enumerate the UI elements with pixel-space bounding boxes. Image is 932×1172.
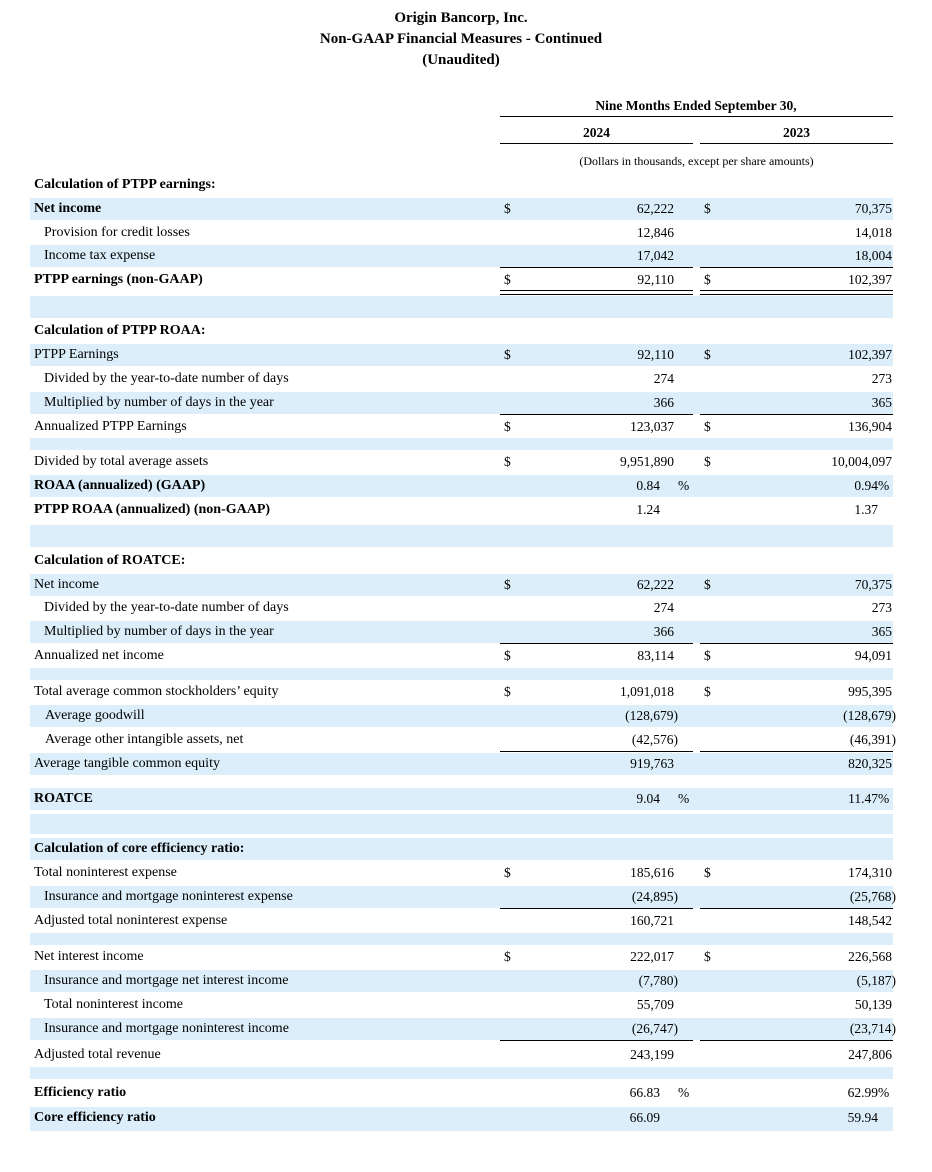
value-2023: 273 [871, 600, 892, 615]
row-label: ROAA (annualized) (GAAP) [34, 478, 206, 493]
dollar-sign: $ [704, 419, 711, 434]
percent-sign: % [878, 478, 890, 493]
value-2024: (24,895) [631, 889, 678, 904]
dollar-sign: $ [504, 419, 511, 434]
row-label: Insurance and mortgage net interest income [44, 973, 289, 988]
value-2023: (128,679) [843, 708, 896, 723]
dollar-sign: $ [504, 454, 511, 469]
row-label: Net interest income [34, 949, 144, 964]
row-label: Total average common stockholders’ equity [34, 684, 279, 699]
subtotal-rule [700, 643, 893, 644]
table-row [30, 392, 893, 414]
percent-sign: % [878, 1085, 890, 1100]
value-2023: 14,018 [854, 225, 892, 240]
row-label: Income tax expense [44, 248, 156, 263]
value-2023: 365 [871, 395, 892, 410]
table-row [30, 729, 896, 751]
row-label: Net income [34, 577, 99, 592]
row-label: Divided by the year-to-date number of days [44, 600, 289, 615]
year-2024-rule [500, 143, 693, 144]
row-label: Average other intangible assets, net [45, 732, 244, 747]
row-label: Adjusted total noninterest expense [34, 913, 228, 928]
table-row [30, 994, 893, 1016]
unaudited-note: (Unaudited) [422, 52, 500, 68]
dollar-sign: $ [704, 347, 711, 362]
table-row [30, 1082, 893, 1104]
value-2023: 148,542 [848, 913, 892, 928]
row-label: Multiplied by number of days in the year [44, 624, 274, 639]
value-2024: 83,114 [637, 648, 674, 663]
value-2023: 174,310 [848, 865, 892, 880]
report-title: Non-GAAP Financial Measures - Continued [319, 31, 603, 47]
table-row [30, 681, 893, 703]
value-2024: 66.83 [629, 1085, 660, 1100]
value-2023: 1.37 [854, 502, 878, 517]
value-2023: 273 [871, 371, 892, 386]
value-2024: 1,091,018 [620, 684, 674, 699]
dollar-sign: $ [504, 949, 511, 964]
table-row [30, 499, 893, 521]
table-row [30, 910, 893, 932]
section-heading-ptpp-roaa [30, 320, 893, 342]
dollar-sign: $ [504, 272, 511, 287]
company-name: Origin Bancorp, Inc. [394, 10, 528, 26]
table-row [30, 970, 896, 992]
subtotal-rule [700, 751, 893, 752]
value-2024: (26,747) [631, 1021, 678, 1036]
table-row [30, 574, 893, 596]
value-2024: 12,846 [636, 225, 674, 240]
subtotal-rule [500, 267, 693, 268]
spacer-row [30, 438, 893, 450]
value-2023: 136,904 [848, 419, 892, 434]
row-label: Total noninterest income [44, 997, 183, 1012]
value-2023: 62.99 [847, 1085, 878, 1100]
row-label: Divided by total average assets [34, 454, 209, 469]
value-2024: 66.09 [629, 1110, 660, 1125]
row-label: ROATCE [34, 791, 93, 806]
subtotal-rule [700, 1040, 893, 1041]
dollar-sign: $ [504, 684, 511, 699]
spacer-row [30, 296, 893, 318]
row-label: Provision for credit losses [44, 225, 190, 240]
header-rule [500, 116, 893, 117]
value-2023: (46,391) [849, 732, 896, 747]
dollar-sign: $ [704, 949, 711, 964]
table-row [30, 344, 893, 366]
spacer-row [30, 933, 893, 945]
value-2023: 70,375 [854, 201, 892, 216]
spacer-row [30, 1067, 893, 1079]
value-2024: 0.84 [636, 478, 660, 493]
subtotal-rule [500, 414, 693, 415]
dollar-sign: $ [704, 272, 711, 287]
value-2023: 18,004 [854, 248, 892, 263]
value-2023: 10,004,097 [831, 454, 892, 469]
table-row [30, 621, 893, 643]
value-2024: 366 [653, 624, 674, 639]
subtotal-rule [700, 267, 893, 268]
value-2024: 92,110 [637, 272, 674, 287]
subtotal-rule [500, 751, 693, 752]
table-row [30, 368, 893, 390]
table-row [30, 198, 893, 220]
value-2024: 9.04 [636, 791, 660, 806]
table-row [30, 705, 896, 727]
table-row [30, 886, 896, 908]
row-label: Insurance and mortgage noninterest income [44, 1021, 289, 1036]
row-label: Adjusted total revenue [34, 1047, 161, 1062]
row-label: Net income [34, 201, 102, 216]
dollar-sign: $ [704, 201, 711, 216]
table-row [30, 753, 893, 775]
value-2023: 226,568 [848, 949, 892, 964]
row-label: Efficiency ratio [34, 1085, 127, 1100]
value-2024: 160,721 [630, 913, 674, 928]
row-label: Core efficiency ratio [34, 1110, 156, 1125]
table-row [30, 597, 893, 619]
percent-sign: % [678, 478, 690, 493]
dollar-sign: $ [704, 684, 711, 699]
value-2023: 102,397 [848, 272, 892, 287]
row-label: Insurance and mortgage noninterest expense [44, 889, 293, 904]
value-2024: 92,110 [637, 347, 674, 362]
table-row [30, 245, 893, 267]
section-heading-label: Calculation of ROATCE: [34, 553, 186, 568]
row-label: PTPP ROAA (annualized) (non-GAAP) [34, 502, 271, 517]
value-2023: 247,806 [848, 1047, 892, 1062]
row-label: Total noninterest expense [34, 865, 177, 880]
value-2023: 102,397 [848, 347, 892, 362]
row-label: Average goodwill [45, 708, 145, 723]
dollar-sign: $ [504, 347, 511, 362]
subtotal-rule [500, 643, 693, 644]
value-2024: 274 [653, 371, 674, 386]
row-label: Annualized net income [34, 648, 164, 663]
table-row [30, 946, 893, 968]
total-double-rule [500, 290, 693, 295]
table-row [30, 1018, 896, 1040]
dollar-sign: $ [704, 865, 711, 880]
section-heading-label: Calculation of PTPP ROAA: [34, 323, 206, 338]
spacer-row [30, 668, 893, 680]
dollar-sign: $ [504, 648, 511, 663]
period-header: Nine Months Ended September 30, [595, 98, 797, 113]
value-2024: (128,679) [625, 708, 678, 723]
value-2023: (5,187) [856, 973, 896, 988]
row-label: PTPP earnings (non-GAAP) [34, 272, 203, 287]
value-2024: 62,222 [636, 201, 674, 216]
section-heading-label: Calculation of PTPP earnings: [34, 177, 216, 192]
value-2024: 222,017 [630, 949, 674, 964]
spacer-row [30, 814, 893, 834]
value-2024: 274 [653, 600, 674, 615]
percent-sign: % [678, 791, 690, 806]
table-row [30, 645, 893, 667]
table-row [30, 269, 893, 291]
dollar-sign: $ [704, 577, 711, 592]
section-heading-ptpp [30, 174, 893, 196]
dollar-sign: $ [504, 201, 511, 216]
value-2024: 919,763 [630, 756, 674, 771]
year-2024-header: 2024 [583, 125, 610, 140]
section-heading-roatce [30, 550, 893, 572]
value-2023: (23,714) [849, 1021, 896, 1036]
total-double-rule [700, 290, 893, 295]
row-label: Divided by the year-to-date number of days [44, 371, 289, 386]
value-2023: 995,395 [848, 684, 892, 699]
value-2024: 123,037 [630, 419, 674, 434]
percent-sign: % [878, 791, 890, 806]
row-label: Average tangible common equity [34, 756, 220, 771]
row-label: PTPP Earnings [34, 347, 119, 362]
value-2024: (42,576) [631, 732, 678, 747]
value-2023: 11.47 [848, 791, 878, 806]
table-row [30, 451, 893, 473]
value-2024: 1.24 [636, 502, 660, 517]
table-row [30, 475, 893, 497]
dollar-sign: $ [504, 577, 511, 592]
spacer-row [30, 525, 893, 547]
value-2024: 366 [653, 395, 674, 410]
table-row [30, 862, 893, 884]
table-row [30, 222, 893, 244]
section-heading-label: Calculation of core efficiency ratio: [34, 841, 245, 856]
dollar-sign: $ [704, 648, 711, 663]
units-note: (Dollars in thousands, except per share amounts) [579, 154, 814, 168]
table-row [30, 416, 893, 438]
value-2023: 820,325 [848, 756, 892, 771]
value-2024: 55,709 [636, 997, 674, 1012]
value-2024: 9,951,890 [620, 454, 674, 469]
value-2024: 62,222 [636, 577, 674, 592]
year-2023-header: 2023 [783, 125, 810, 140]
value-2023: 0.94 [854, 478, 878, 493]
subtotal-rule [700, 414, 893, 415]
value-2024: 17,042 [636, 248, 674, 263]
year-2023-rule [700, 143, 893, 144]
value-2023: 50,139 [854, 997, 892, 1012]
value-2023: 94,091 [854, 648, 892, 663]
row-label: Multiplied by number of days in the year [44, 395, 274, 410]
dollar-sign: $ [504, 865, 511, 880]
table-row [30, 1044, 893, 1066]
value-2023: 70,375 [854, 577, 892, 592]
row-label: Annualized PTPP Earnings [34, 419, 187, 434]
table-row [30, 1107, 893, 1131]
value-2024: 243,199 [630, 1047, 674, 1062]
value-2023: 365 [871, 624, 892, 639]
subtotal-rule [700, 908, 893, 909]
value-2023: 59.94 [847, 1110, 878, 1125]
subtotal-rule [500, 1040, 693, 1041]
table-row [30, 788, 893, 810]
value-2023: (25,768) [849, 889, 896, 904]
subtotal-rule [500, 908, 693, 909]
dollar-sign: $ [704, 454, 711, 469]
percent-sign: % [678, 1085, 690, 1100]
section-heading-core-efficiency [30, 838, 893, 860]
value-2024: 185,616 [630, 865, 674, 880]
value-2024: (7,780) [638, 973, 678, 988]
